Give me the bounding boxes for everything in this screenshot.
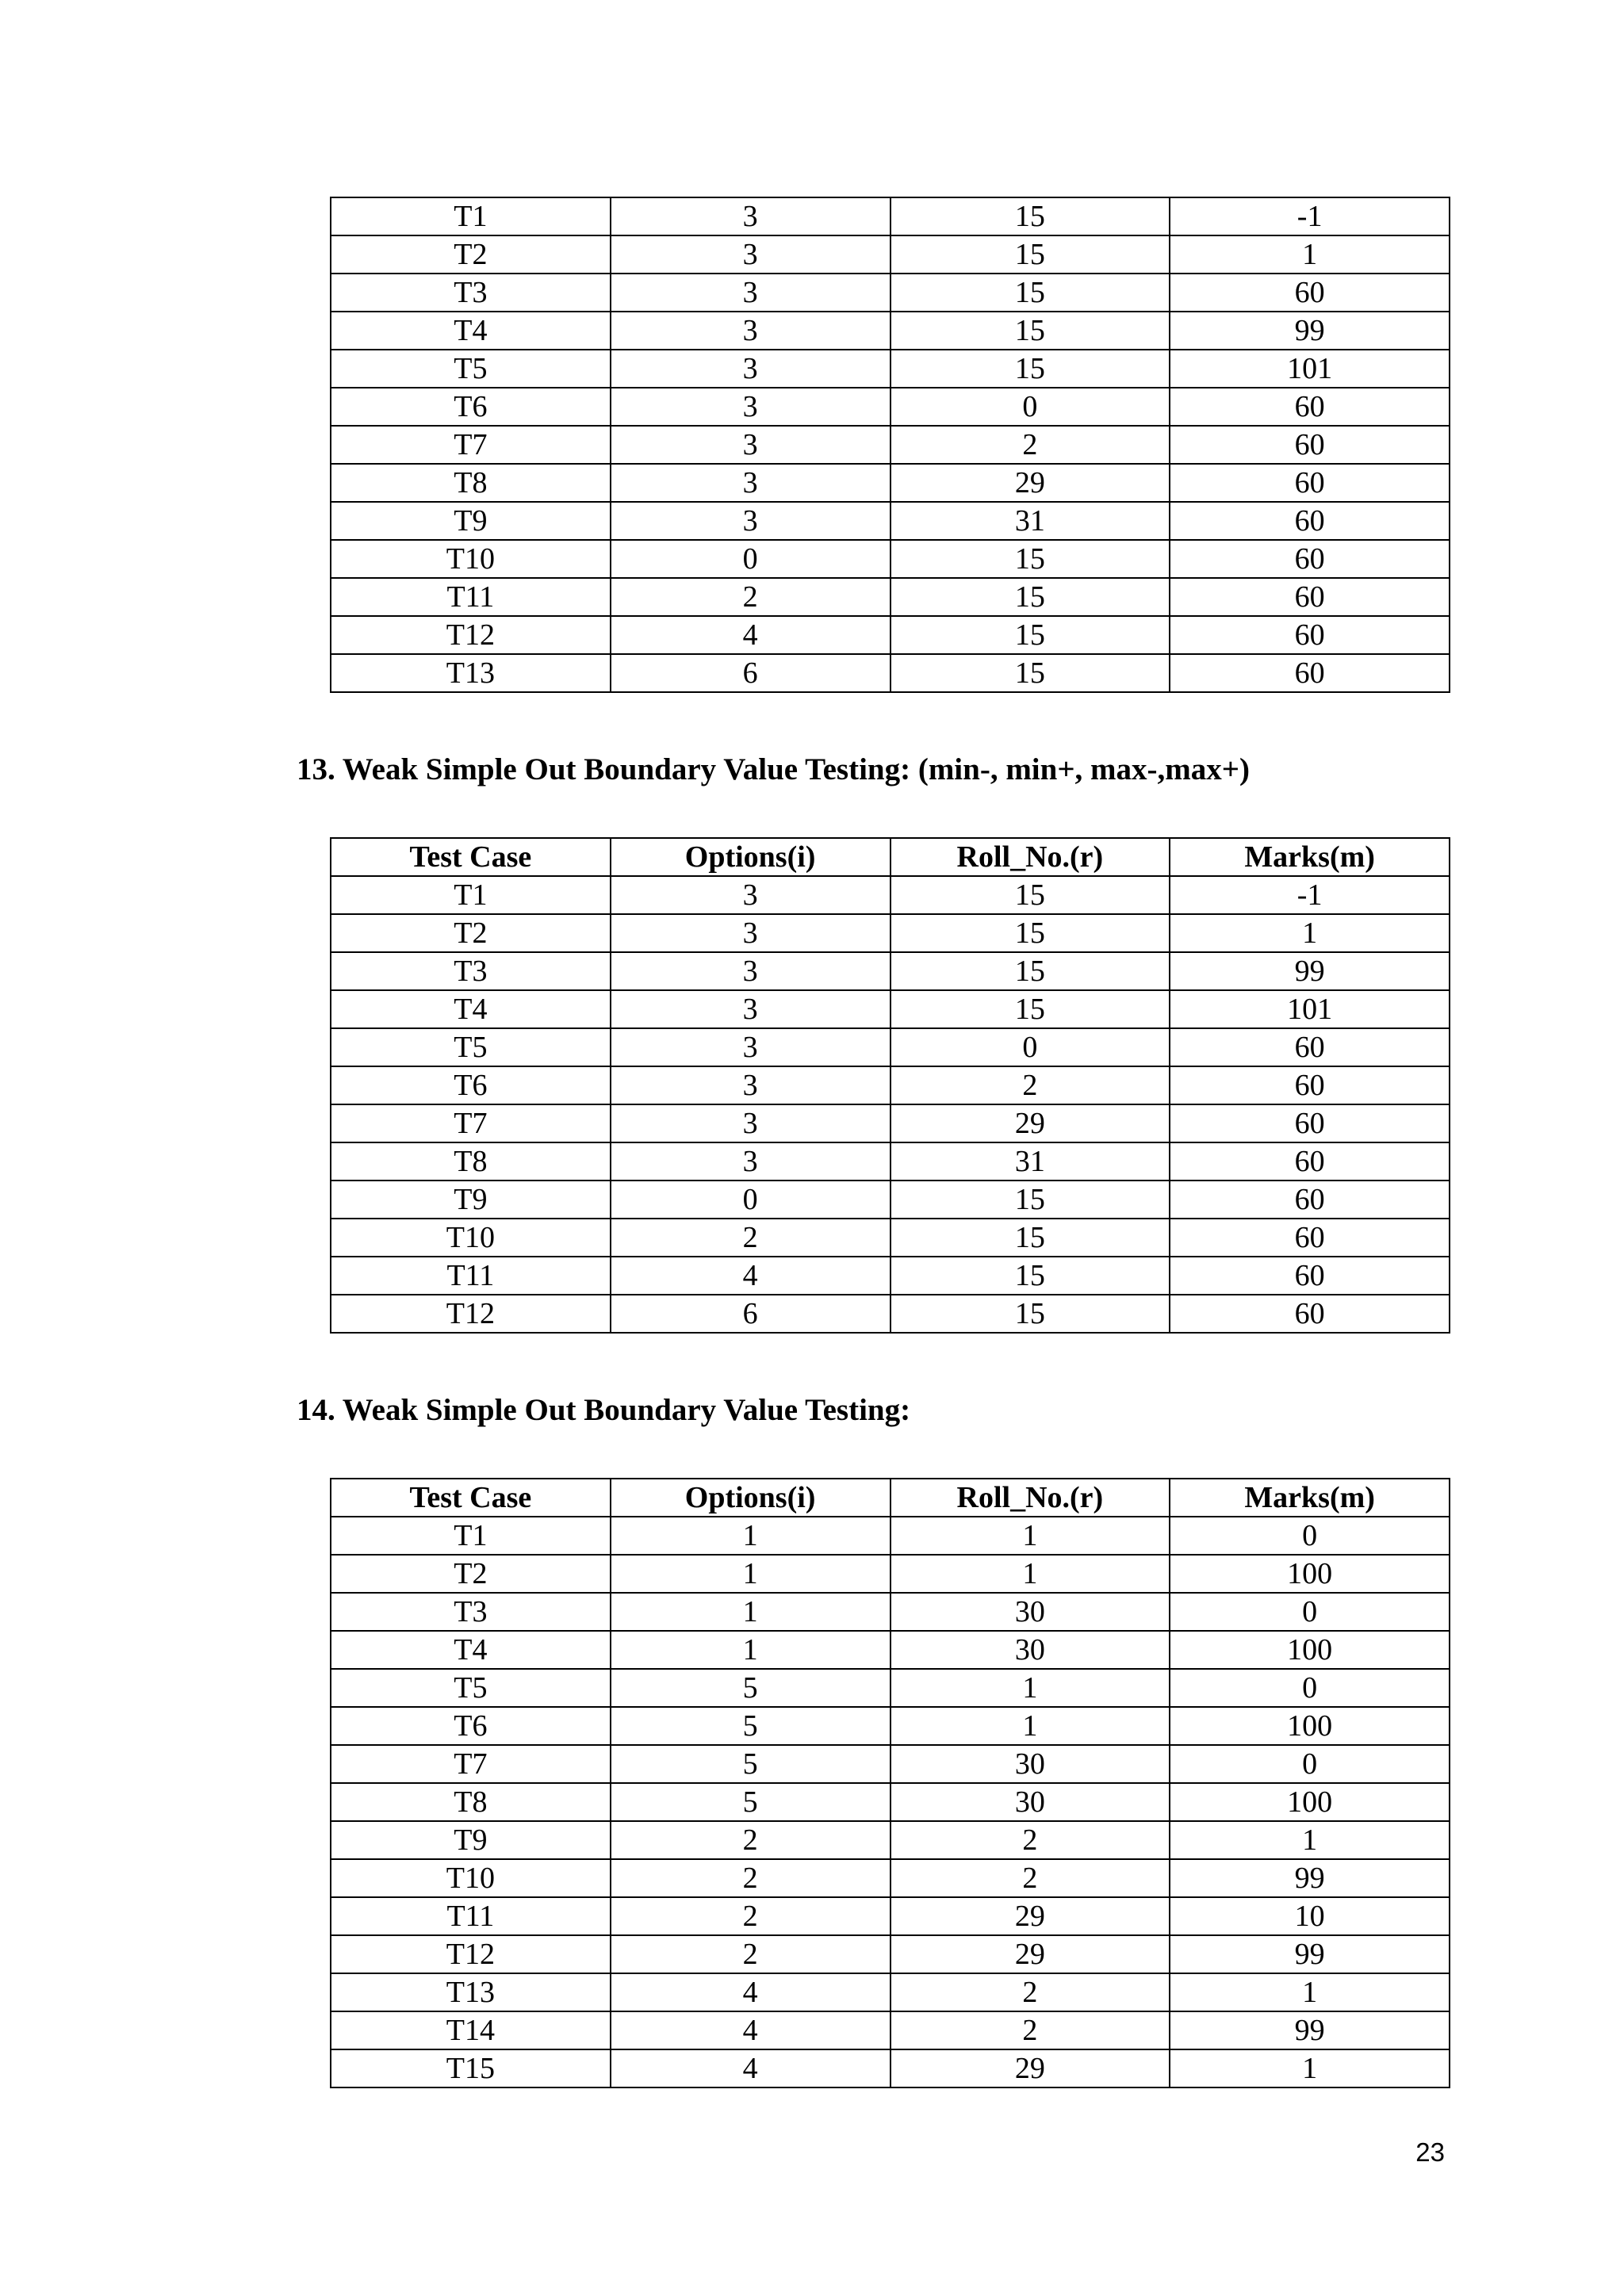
cell-options: 2 (611, 1897, 891, 1935)
cell-options: 3 (611, 990, 891, 1028)
table-row (331, 914, 1450, 952)
cell-roll-no: 2 (891, 1066, 1170, 1104)
table-row (331, 1783, 1450, 1821)
cell-roll-no: 31 (891, 1142, 1170, 1181)
cell-marks: 60 (1170, 1295, 1450, 1333)
column-header-options: Options(i) (611, 1479, 891, 1517)
cell-test-case: T8 (331, 464, 611, 502)
cell-roll-no: 1 (891, 1669, 1170, 1707)
cell-options: 3 (611, 1142, 891, 1181)
cell-options: 1 (611, 1631, 891, 1669)
cell-options: 3 (611, 876, 891, 914)
cell-marks: 99 (1170, 1859, 1450, 1897)
table-row (331, 1181, 1450, 1219)
cell-marks: 60 (1170, 1181, 1450, 1219)
section-14-table (330, 1478, 1450, 2088)
cell-test-case: T15 (331, 2049, 611, 2087)
cell-test-case: T12 (331, 1935, 611, 1973)
cell-marks: 1 (1170, 1821, 1450, 1859)
cell-roll-no: 15 (891, 274, 1170, 312)
cell-marks: 60 (1170, 616, 1450, 654)
cell-marks: 100 (1170, 1783, 1450, 1821)
cell-test-case: T9 (331, 502, 611, 540)
cell-options: 2 (611, 1859, 891, 1897)
cell-options: 3 (611, 274, 891, 312)
cell-roll-no: 2 (891, 1821, 1170, 1859)
cell-roll-no: 15 (891, 914, 1170, 952)
cell-test-case: T13 (331, 1973, 611, 2011)
cell-marks: 100 (1170, 1707, 1450, 1745)
cell-roll-no: 15 (891, 1181, 1170, 1219)
cell-options: 3 (611, 426, 891, 464)
cell-roll-no: 1 (891, 1707, 1170, 1745)
cell-options: 4 (611, 1973, 891, 2011)
table-row (331, 654, 1450, 692)
table-row (331, 1859, 1450, 1897)
cell-marks: 60 (1170, 1028, 1450, 1066)
cell-roll-no: 31 (891, 502, 1170, 540)
cell-test-case: T11 (331, 1897, 611, 1935)
cell-test-case: T5 (331, 1028, 611, 1066)
table-row (331, 2011, 1450, 2049)
cell-test-case: T6 (331, 388, 611, 426)
cell-test-case: T5 (331, 1669, 611, 1707)
table-header (331, 838, 1450, 876)
cell-options: 2 (611, 1219, 891, 1257)
continued-test-case-table (330, 197, 1450, 693)
cell-roll-no: 15 (891, 350, 1170, 388)
cell-test-case: T3 (331, 952, 611, 990)
cell-roll-no: 2 (891, 426, 1170, 464)
cell-marks: 60 (1170, 502, 1450, 540)
table-body (331, 1517, 1450, 2087)
cell-roll-no: 15 (891, 578, 1170, 616)
cell-roll-no: 29 (891, 1935, 1170, 1973)
cell-options: 0 (611, 540, 891, 578)
cell-options: 3 (611, 1066, 891, 1104)
cell-marks: 60 (1170, 388, 1450, 426)
table-row (331, 1973, 1450, 2011)
cell-test-case: T1 (331, 1517, 611, 1555)
table-row (331, 990, 1450, 1028)
table-row (331, 1295, 1450, 1333)
table-row (331, 1935, 1450, 1973)
cell-marks: 99 (1170, 1935, 1450, 1973)
cell-marks: 60 (1170, 540, 1450, 578)
table-row (331, 1707, 1450, 1745)
cell-test-case: T3 (331, 1593, 611, 1631)
cell-marks: 60 (1170, 654, 1450, 692)
cell-options: 2 (611, 578, 891, 616)
table-row (331, 464, 1450, 502)
cell-test-case: T9 (331, 1821, 611, 1859)
cell-roll-no: 2 (891, 1859, 1170, 1897)
cell-marks: 0 (1170, 1745, 1450, 1783)
table-row (331, 540, 1450, 578)
table-row (331, 1104, 1450, 1142)
cell-roll-no: 29 (891, 464, 1170, 502)
cell-roll-no: 29 (891, 1897, 1170, 1935)
cell-roll-no: 15 (891, 952, 1170, 990)
cell-marks: 10 (1170, 1897, 1450, 1935)
cell-options: 5 (611, 1669, 891, 1707)
cell-roll-no: 15 (891, 1219, 1170, 1257)
cell-test-case: T7 (331, 1745, 611, 1783)
table-row (331, 1745, 1450, 1783)
cell-roll-no: 15 (891, 990, 1170, 1028)
table-row (331, 197, 1450, 235)
cell-marks: 60 (1170, 426, 1450, 464)
column-header-roll-no: Roll_No.(r) (891, 1479, 1170, 1517)
cell-roll-no: 15 (891, 540, 1170, 578)
cell-marks: 1 (1170, 914, 1450, 952)
cell-marks: 99 (1170, 2011, 1450, 2049)
header-row (331, 1479, 1450, 1517)
table-row (331, 578, 1450, 616)
table-row (331, 502, 1450, 540)
cell-options: 3 (611, 235, 891, 274)
cell-marks: 1 (1170, 235, 1450, 274)
cell-marks: 60 (1170, 1142, 1450, 1181)
cell-test-case: T12 (331, 1295, 611, 1333)
table-row (331, 350, 1450, 388)
cell-roll-no: 15 (891, 312, 1170, 350)
section-13-heading: 13. Weak Simple Out Boundary Value Testing: (min-, min+, max-,max+) (297, 752, 1250, 786)
cell-roll-no: 15 (891, 876, 1170, 914)
table-row (331, 426, 1450, 464)
cell-roll-no: 15 (891, 235, 1170, 274)
cell-marks: 101 (1170, 990, 1450, 1028)
cell-roll-no: 1 (891, 1555, 1170, 1593)
cell-marks: 99 (1170, 952, 1450, 990)
cell-options: 3 (611, 502, 891, 540)
cell-marks: 60 (1170, 578, 1450, 616)
cell-options: 2 (611, 1821, 891, 1859)
cell-options: 3 (611, 914, 891, 952)
table-body (331, 876, 1450, 1333)
table-row (331, 235, 1450, 274)
table-row (331, 2049, 1450, 2087)
cell-marks: -1 (1170, 876, 1450, 914)
table-header (331, 1479, 1450, 1517)
cell-test-case: T6 (331, 1707, 611, 1745)
cell-options: 5 (611, 1745, 891, 1783)
cell-options: 3 (611, 312, 891, 350)
table-row (331, 1066, 1450, 1104)
table-row (331, 1821, 1450, 1859)
cell-test-case: T11 (331, 578, 611, 616)
cell-options: 0 (611, 1181, 891, 1219)
cell-test-case: T11 (331, 1257, 611, 1295)
cell-options: 6 (611, 1295, 891, 1333)
cell-marks: 60 (1170, 274, 1450, 312)
table-row (331, 1219, 1450, 1257)
cell-roll-no: 29 (891, 2049, 1170, 2087)
cell-test-case: T2 (331, 235, 611, 274)
column-header-marks: Marks(m) (1170, 838, 1450, 876)
section-14-heading: 14. Weak Simple Out Boundary Value Testing: (297, 1393, 911, 1427)
cell-options: 3 (611, 1028, 891, 1066)
cell-options: 3 (611, 1104, 891, 1142)
table-row (331, 616, 1450, 654)
section-13-table (330, 837, 1450, 1334)
column-header-marks: Marks(m) (1170, 1479, 1450, 1517)
cell-test-case: T8 (331, 1783, 611, 1821)
table-row (331, 1555, 1450, 1593)
cell-options: 3 (611, 952, 891, 990)
cell-test-case: T8 (331, 1142, 611, 1181)
cell-test-case: T1 (331, 876, 611, 914)
cell-test-case: T7 (331, 426, 611, 464)
cell-marks: 1 (1170, 1973, 1450, 2011)
cell-marks: 99 (1170, 312, 1450, 350)
table-body (331, 197, 1450, 692)
cell-test-case: T5 (331, 350, 611, 388)
table-row (331, 1257, 1450, 1295)
cell-test-case: T10 (331, 1219, 611, 1257)
cell-options: 3 (611, 197, 891, 235)
cell-test-case: T7 (331, 1104, 611, 1142)
cell-marks: 1 (1170, 2049, 1450, 2087)
cell-test-case: T4 (331, 990, 611, 1028)
table-row (331, 388, 1450, 426)
cell-options: 5 (611, 1707, 891, 1745)
cell-test-case: T2 (331, 914, 611, 952)
column-header-test-case: Test Case (331, 838, 611, 876)
column-header-options: Options(i) (611, 838, 891, 876)
cell-roll-no: 15 (891, 197, 1170, 235)
cell-marks: 60 (1170, 1219, 1450, 1257)
table-row (331, 876, 1450, 914)
cell-options: 4 (611, 1257, 891, 1295)
cell-roll-no: 30 (891, 1783, 1170, 1821)
column-header-test-case: Test Case (331, 1479, 611, 1517)
column-header-roll-no: Roll_No.(r) (891, 838, 1170, 876)
cell-options: 1 (611, 1517, 891, 1555)
page-number: 23 (1415, 2137, 1445, 2167)
cell-marks: 0 (1170, 1517, 1450, 1555)
cell-roll-no: 15 (891, 654, 1170, 692)
cell-options: 4 (611, 2049, 891, 2087)
cell-test-case: T3 (331, 274, 611, 312)
table-row (331, 1631, 1450, 1669)
table-row (331, 1517, 1450, 1555)
table-row (331, 1028, 1450, 1066)
cell-test-case: T2 (331, 1555, 611, 1593)
cell-roll-no: 2 (891, 1973, 1170, 2011)
cell-marks: 60 (1170, 1104, 1450, 1142)
cell-options: 4 (611, 616, 891, 654)
cell-marks: 60 (1170, 1066, 1450, 1104)
cell-marks: 60 (1170, 1257, 1450, 1295)
cell-roll-no: 29 (891, 1104, 1170, 1142)
cell-options: 3 (611, 388, 891, 426)
cell-marks: 60 (1170, 464, 1450, 502)
header-row (331, 838, 1450, 876)
cell-options: 3 (611, 350, 891, 388)
cell-test-case: T10 (331, 540, 611, 578)
cell-options: 6 (611, 654, 891, 692)
cell-test-case: T9 (331, 1181, 611, 1219)
cell-test-case: T4 (331, 1631, 611, 1669)
cell-roll-no: 30 (891, 1593, 1170, 1631)
cell-marks: 101 (1170, 350, 1450, 388)
cell-options: 1 (611, 1593, 891, 1631)
cell-roll-no: 15 (891, 616, 1170, 654)
cell-options: 5 (611, 1783, 891, 1821)
cell-test-case: T6 (331, 1066, 611, 1104)
cell-test-case: T4 (331, 312, 611, 350)
cell-test-case: T1 (331, 197, 611, 235)
cell-test-case: T14 (331, 2011, 611, 2049)
cell-roll-no: 1 (891, 1517, 1170, 1555)
cell-test-case: T10 (331, 1859, 611, 1897)
cell-options: 3 (611, 464, 891, 502)
cell-options: 1 (611, 1555, 891, 1593)
cell-test-case: T13 (331, 654, 611, 692)
cell-roll-no: 0 (891, 388, 1170, 426)
cell-roll-no: 30 (891, 1745, 1170, 1783)
cell-options: 2 (611, 1935, 891, 1973)
cell-marks: 0 (1170, 1593, 1450, 1631)
cell-marks: 0 (1170, 1669, 1450, 1707)
cell-roll-no: 2 (891, 2011, 1170, 2049)
cell-roll-no: 15 (891, 1295, 1170, 1333)
cell-roll-no: 15 (891, 1257, 1170, 1295)
cell-roll-no: 30 (891, 1631, 1170, 1669)
table-row (331, 1142, 1450, 1181)
table-row (331, 1593, 1450, 1631)
table-row (331, 1897, 1450, 1935)
cell-roll-no: 0 (891, 1028, 1170, 1066)
cell-marks: -1 (1170, 197, 1450, 235)
table-row (331, 274, 1450, 312)
cell-marks: 100 (1170, 1631, 1450, 1669)
cell-marks: 100 (1170, 1555, 1450, 1593)
table-row (331, 952, 1450, 990)
table-row (331, 312, 1450, 350)
cell-options: 4 (611, 2011, 891, 2049)
table-row (331, 1669, 1450, 1707)
cell-test-case: T12 (331, 616, 611, 654)
